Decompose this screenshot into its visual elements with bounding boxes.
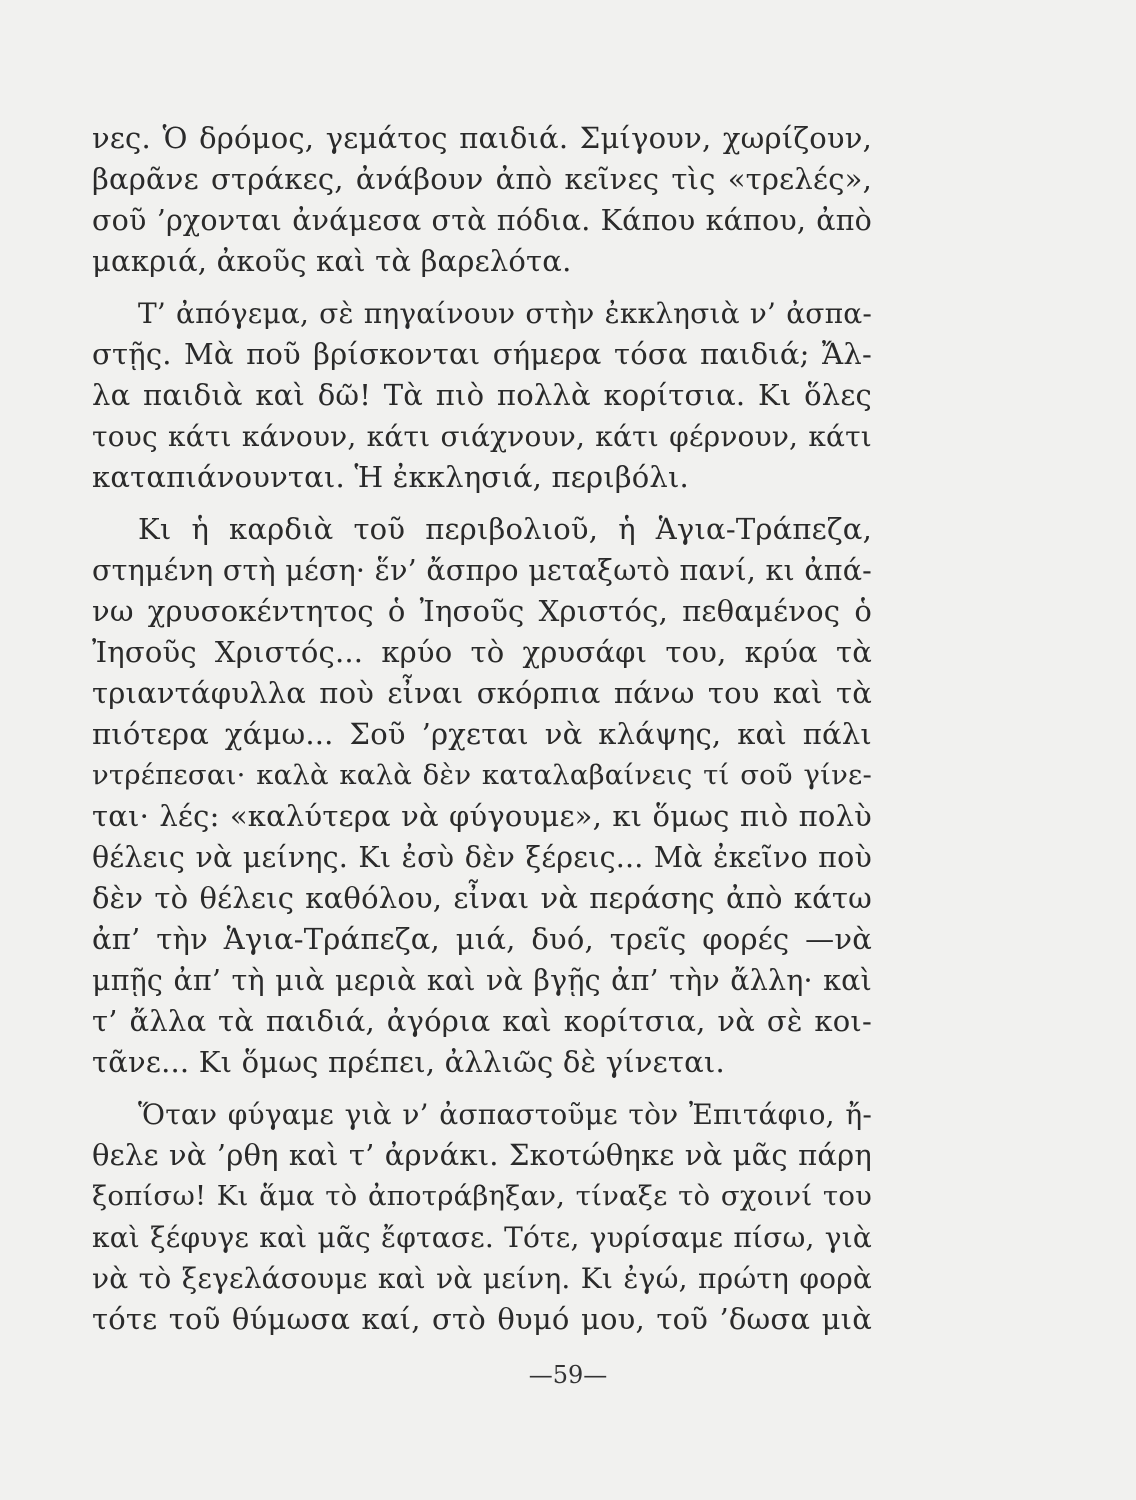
paragraph-4 bbox=[92, 1094, 872, 1340]
text-line: μακριά, ἀκοῦς καὶ τὰ βαρελότα. bbox=[92, 244, 572, 278]
text-line: στημένη στὴ μέση· ἕν’ ἄσπρο μεταξωτὸ πανί, κι ἀπά- bbox=[92, 554, 872, 587]
paragraph-1 bbox=[92, 118, 872, 282]
paragraph-3 bbox=[92, 509, 872, 1083]
text-line: ται· λές: «καλύτερα νὰ φύγουμε», κι ὅμως πιὸ πολὺ bbox=[92, 799, 872, 833]
text-line: τ’ ἄλλα τὰ παιδιά, ἀγόρια καὶ κορίτσια, νὰ σὲ κοι- bbox=[92, 1004, 872, 1038]
text-line: καὶ ξέφυγε καὶ μᾶς ἔφτασε. Τότε, γυρίσαμε πίσω, γιὰ bbox=[92, 1221, 872, 1254]
text-line: θέλεις νὰ μείνης. Κι ἐσὺ δὲν ξέρεις... Μὰ ἐκεῖνο ποὺ bbox=[92, 841, 872, 874]
text-line: θελε νὰ ’ρθη καὶ τ’ ἀρνάκι. Σκοτώθηκε νὰ μᾶς πάρη bbox=[92, 1138, 872, 1172]
text-line: Ὅταν φύγαμε γιὰ ν’ ἀσπαστοῦμε τὸν Ἐπιτάφιο, ἤ- bbox=[138, 1098, 872, 1131]
text-line: Τ’ ἀπόγεμα, σὲ πηγαίνουν στὴν ἐκκλησιὰ ν’ ἀσπα- bbox=[138, 297, 872, 330]
text-line: νω χρυσοκέντητος ὁ Ἰησοῦς Χριστός, πεθαμένος ὁ bbox=[92, 594, 872, 628]
text-line: τριαντάφυλλα ποὺ εἶναι σκόρπια πάνω του καὶ τὰ bbox=[92, 676, 872, 710]
text-line: τότε τοῦ θύμωσα καί, στὸ θυμό μου, τοῦ ’δωσα μιὰ bbox=[92, 1302, 872, 1336]
text-line: τᾶνε... Κι ὅμως πρέπει, ἀλλιῶς δὲ γίνεται. bbox=[92, 1045, 725, 1079]
text-line: λα παιδιὰ καὶ δῶ! Τὰ πιὸ πολλὰ κορίτσια. Κι ὅλες bbox=[92, 378, 872, 412]
text-line: βαρᾶνε στράκες, ἀνάβουν ἀπὸ κεῖνες τὶς «τρελές», bbox=[92, 162, 872, 196]
text-line: δὲν τὸ θέλεις καθόλου, εἶναι νὰ περάσης ἀπὸ κάτω bbox=[92, 881, 872, 915]
paragraph-2 bbox=[92, 293, 872, 498]
text-line: ἀπ’ τὴν Ἁγια-Τράπεζα, μιά, δυό, τρεῖς φορές —νὰ bbox=[92, 922, 872, 956]
text-line: νὰ τὸ ξεγελάσουμε καὶ νὰ μείνη. Κι ἐγώ, πρώτη φορὰ bbox=[92, 1262, 872, 1295]
text-line: σοῦ ’ρχονται ἀνάμεσα στὰ πόδια. Κάπου κάπου, ἀπὸ bbox=[92, 204, 872, 237]
text-line: στῇς. Μὰ ποῦ βρίσκονται σήμερα τόσα παιδιά; Ἄλ- bbox=[92, 337, 872, 371]
text-line: ντρέπεσαι· καλὰ καλὰ δὲν καταλαβαίνεις τί σοῦ γίνε- bbox=[92, 759, 872, 791]
page-number: —59— bbox=[528, 1361, 608, 1389]
text-line: μπῇς ἀπ’ τὴ μιὰ μεριὰ καὶ νὰ βγῇς ἀπ’ τὴν ἄλλη· καὶ bbox=[92, 964, 872, 997]
text-line: νες. Ὁ δρόμος, γεμάτος παιδιά. Σμίγουν, χωρίζουν, bbox=[92, 121, 872, 155]
text-line: τους κάτι κάνουν, κάτι σιάχνουν, κάτι φέρνουν, κάτι bbox=[92, 420, 872, 453]
text-line: καταπιάνουνται. Ἡ ἐκκλησιά, περιβόλι. bbox=[92, 460, 689, 494]
text-line: ξοπίσω! Κι ἅμα τὸ ἀποτράβηξαν, τίναξε τὸ σχοινί του bbox=[92, 1180, 872, 1212]
body-text bbox=[92, 118, 872, 1340]
text-line: πιότερα χάμω... Σοῦ ’ρχεται νὰ κλάψης, καὶ πάλι bbox=[92, 717, 872, 751]
text-line: Ἰησοῦς Χριστός... κρύο τὸ χρυσάφι του, κρύα τὰ bbox=[92, 635, 872, 669]
text-line: Κι ἡ καρδιὰ τοῦ περιβολιοῦ, ἡ Ἁγια-Τράπεζα, bbox=[138, 512, 872, 546]
